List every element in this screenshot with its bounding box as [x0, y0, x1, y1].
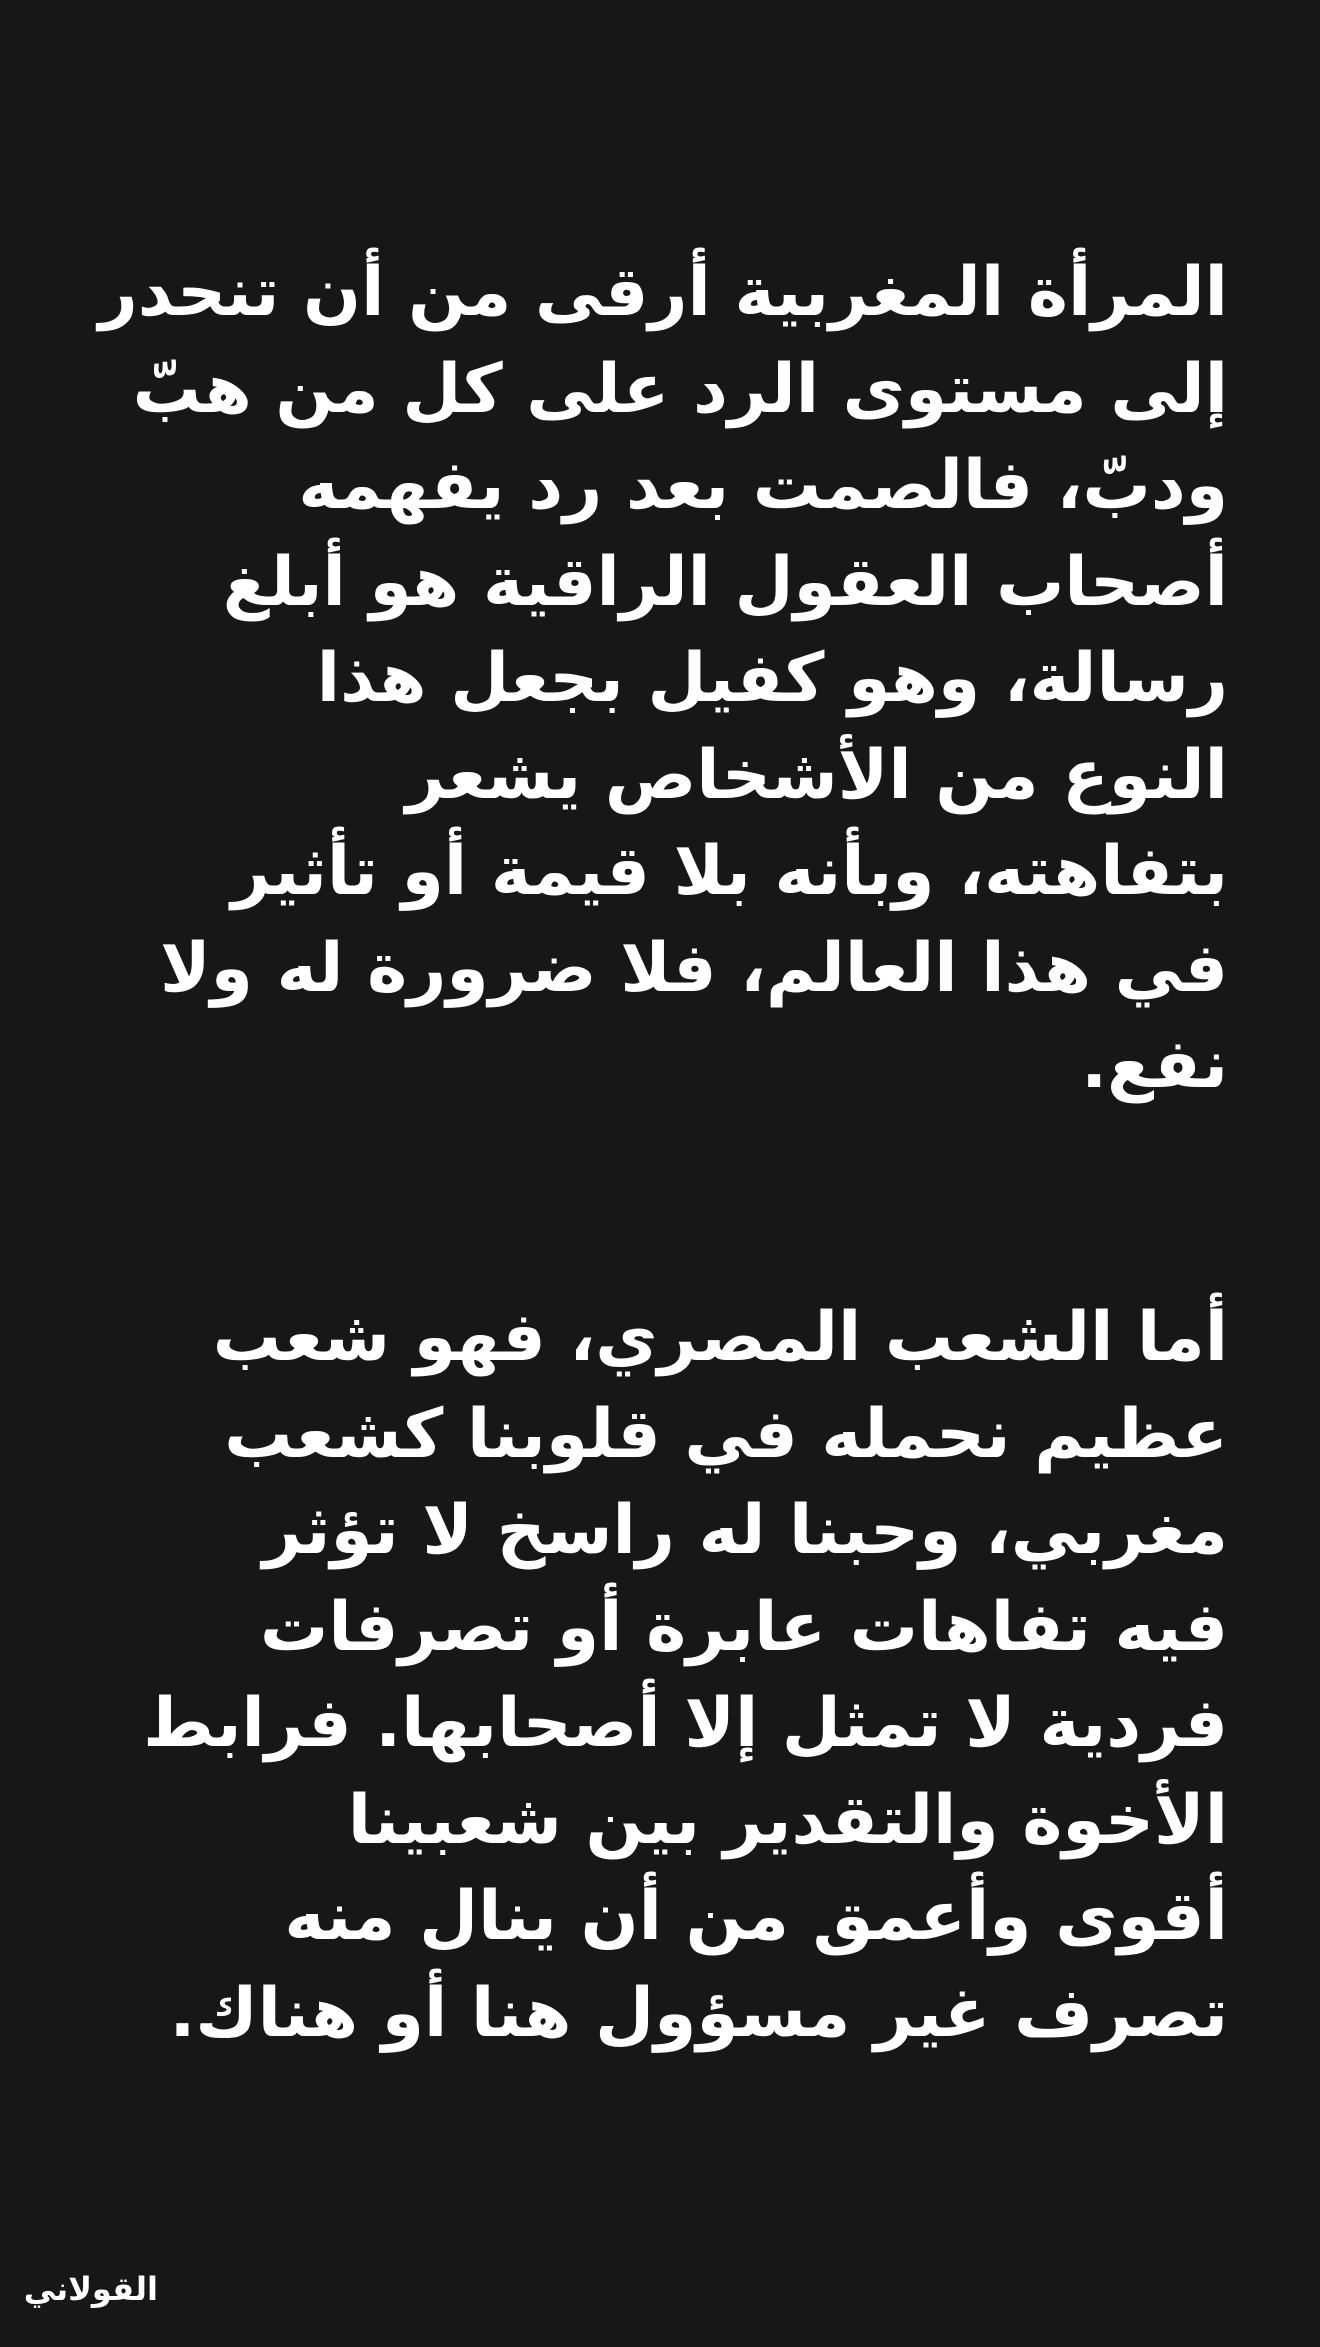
text-line: بتفاهته، وبأنه بلا قيمة أو تأثير [231, 832, 1228, 911]
text-line: رسالة، وهو كفيل بجعل هذا [316, 639, 1228, 718]
text-line: مغربي، وحبنا له راسخ لا تؤثر [262, 1491, 1228, 1570]
text-line: الأخوة والتقدير بين شعبينا [347, 1780, 1228, 1860]
text-line: المرأة المغربية أرقى من أن تنحدر [98, 253, 1228, 332]
story-paragraph-1 [78, 245, 1228, 1114]
text-line: نفع. [1081, 1025, 1228, 1104]
text-line: إلى مستوى الرد على كل من هبّ [132, 349, 1228, 429]
text-line: عظيم نحمله في قلوبنا كشعب [224, 1394, 1228, 1474]
text-line: فيه تفاهات عابرة أو تصرفات [259, 1587, 1228, 1667]
logo-watermark: القولاني [23, 2270, 158, 2308]
text-line: أقوى وأعمق من أن ينال منه [284, 1877, 1228, 1956]
text-line: أما الشعب المصري، فهو شعب [212, 1298, 1228, 1377]
text-line: فردية لا تمثل إلا أصحابها. فرابط [143, 1684, 1228, 1763]
text-line: تصرف غير مسؤول هنا أو هناك. [169, 1973, 1228, 2053]
text-line: أصحاب العقول الراقية هو أبلغ [222, 542, 1228, 622]
text-line: في هذا العالم، فلا ضرورة له ولا [160, 928, 1228, 1008]
text-line: ودبّ، فالصمت بعد رد يفهمه [298, 446, 1228, 525]
story-paragraph-2 [78, 1290, 1228, 2062]
text-line: النوع من الأشخاص يشعر [405, 735, 1228, 815]
